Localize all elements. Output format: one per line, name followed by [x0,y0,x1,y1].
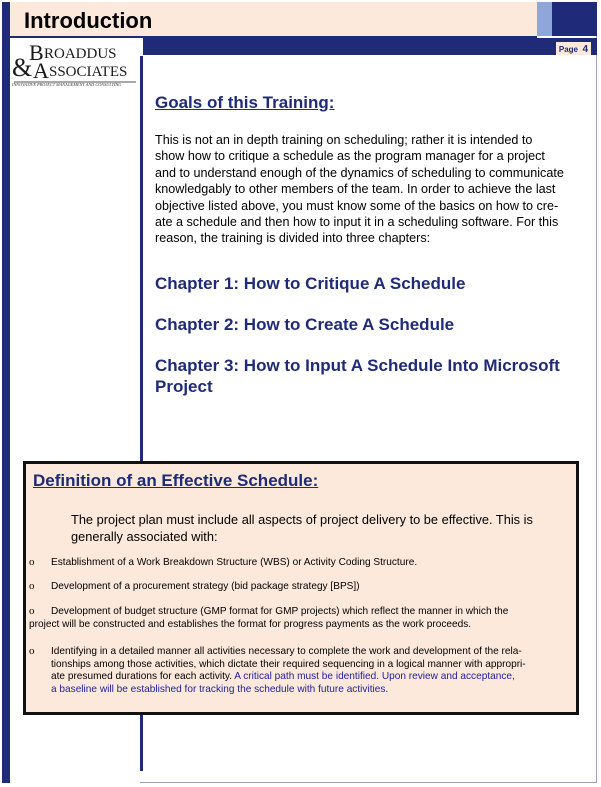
goals-line: and to understand enough of the dynamics of scheduling to communicate [155,165,564,180]
definition-item-activities [29,645,569,696]
goals-line: objective listed above, you must know some of the basics on how to cre- [155,198,559,213]
goals-heading: Goals of this Training: [155,93,335,112]
chapter-1-title: Chapter 1: How to Critique A Schedule [155,274,466,293]
definition-item-procurement [29,580,569,594]
header-band [10,2,537,36]
goals-line: ate a schedule and then how to input it in a scheduling software. For this [155,215,559,230]
baseline-text: a baseline will be established for tracking the schedule with future activities. [51,683,389,695]
critical-path-text: A critical path must be identified. Upon review and acceptance, [234,671,515,683]
header-light-block [537,2,552,36]
definition-item-text: Development of budget structure (GMP format for GMP projects) which reflect the manner in which the [51,606,509,617]
goals-line: knowledgably to other members of the team. In order to achieve the last [155,182,556,197]
goals-paragraph [155,132,583,247]
bullet-marker: o [29,580,35,592]
definition-item-text: tionships among those activities, which dictate their required sequencing in a logical manner with appropri- [51,658,526,670]
header-dark-block [552,2,597,36]
page-number-badge [556,42,591,55]
page-number: 4 [582,44,588,55]
chapter-3-title: Chapter 3: How to Input A Schedule Into Microsoft Project [155,356,560,396]
definition-intro-line: generally associated with: [71,528,218,544]
logo-ampersand: & [12,53,33,82]
goals-line: show how to critique a schedule as the program manager for a project [155,149,545,164]
navy-bar [143,38,597,55]
goals-line: This is not an in depth training on scheduling; rather it is intended to [155,133,533,147]
bullet-marker: o [29,645,35,657]
definition-item-text: Establishment of a Work Breakdown Structure (WBS) or Activity Coding Structure. [51,557,418,568]
logo-b-cap: B [29,40,44,65]
chapter-2-title: Chapter 2: How to Create A Schedule [155,315,455,334]
logo-a-rest: SSOCIATES [49,64,128,80]
definition-box [23,461,579,715]
bullet-marker: o [29,556,35,568]
definition-item-text: ate presumed durations for each activity. [51,671,235,683]
definition-item-wbs [29,556,569,570]
bullet-marker: o [29,605,35,617]
definition-heading: Definition of an Effective Schedule: [33,471,319,490]
definition-item-text: Development of a procurement strategy (bid package strategy [BPS]) [51,581,360,592]
logo-tagline: INNOVATIVE PROJECT MANAGEMENT AND CONSULTING [12,82,122,87]
page-label: Page [558,45,578,54]
logo-a-cap: A [33,58,49,83]
logo-b-rest: ROADDUS [44,46,117,62]
left-accent-bar [2,2,10,783]
definition-item-text: Identifying in a detailed manner all activities necessary to complete the work and development of the rela- [51,646,522,657]
goals-line: reason, the training is divided into three chapters: [155,231,431,246]
definition-item-budget [29,605,569,631]
definition-item-text: project will be constructed and establishes the format for progress payments as the work proceeds. [29,618,472,630]
definition-intro-line: The project plan must include all aspects of project delivery to be effective. This is [71,512,533,527]
definition-item-line [29,671,569,684]
page-title: Introduction [24,8,153,33]
definition-intro [71,512,561,545]
logo-wordmark [12,40,138,84]
